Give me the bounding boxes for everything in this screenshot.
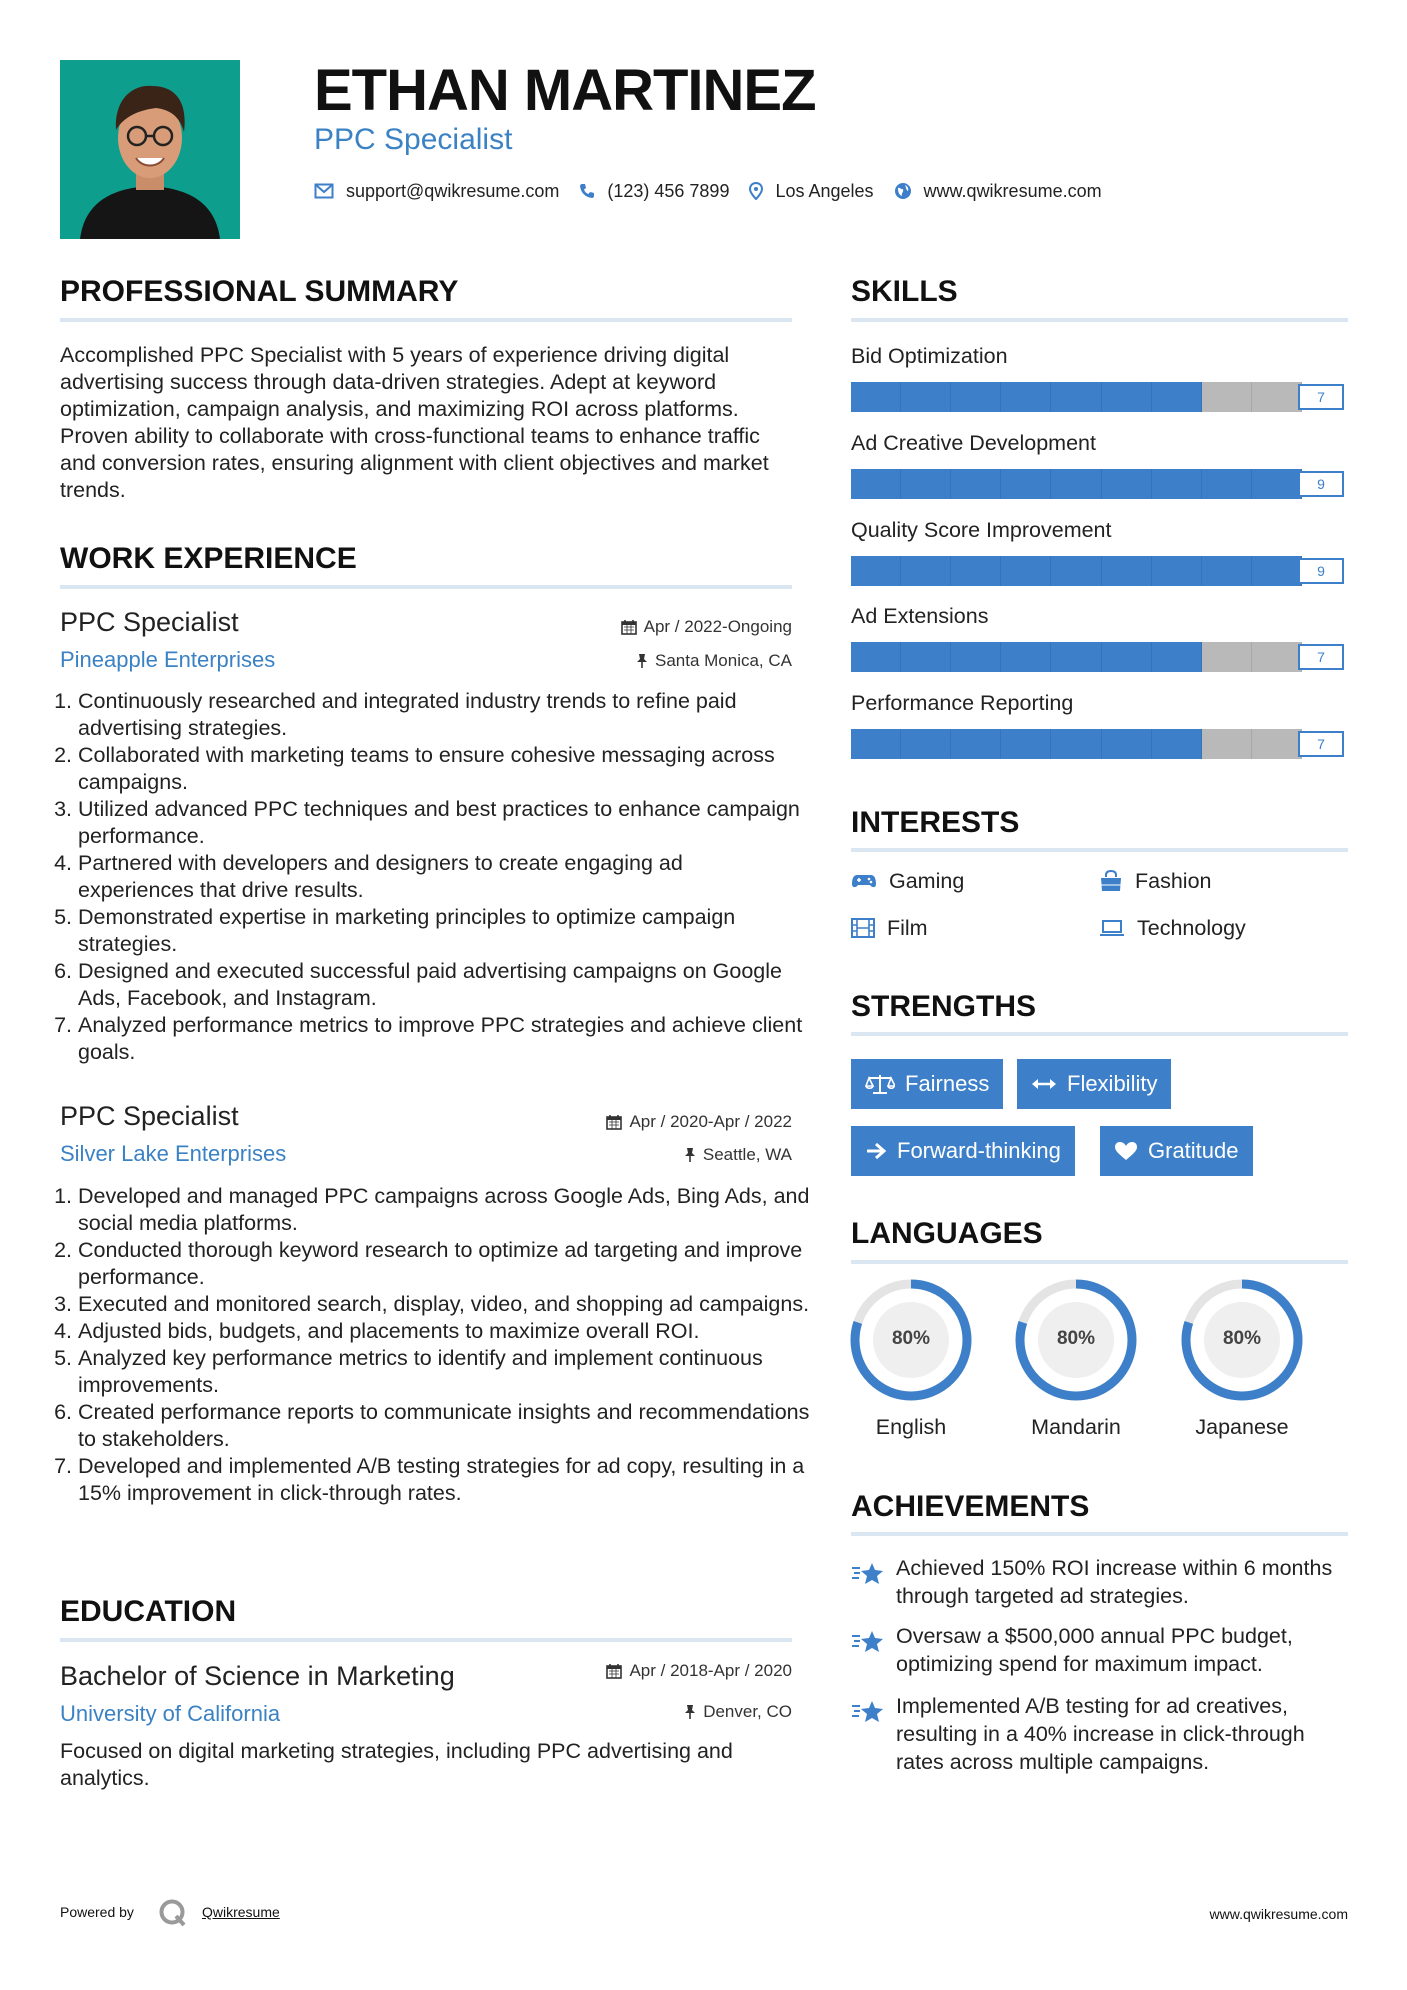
school-name: University of California bbox=[60, 1701, 281, 1726]
experience-divider bbox=[60, 585, 792, 589]
skill-segment-filled bbox=[1152, 729, 1202, 759]
list-item: 1. Continuously researched and integrated industry trends to refine paid advertising strategies. bbox=[78, 688, 804, 742]
strength-tag bbox=[851, 1126, 1075, 1176]
interest-label: Gaming bbox=[889, 869, 965, 893]
skill-segment-filled bbox=[901, 642, 951, 672]
skill-segment-filled bbox=[851, 469, 901, 499]
experience-heading: WORK EXPERIENCE bbox=[60, 542, 357, 575]
job-location bbox=[472, 1144, 792, 1166]
list-item: 4. Partnered with developers and designers to create engaging ad experiences that drive results. bbox=[78, 850, 804, 904]
summary-divider bbox=[60, 318, 792, 322]
skills-heading: SKILLS bbox=[851, 275, 958, 308]
skill-segment-filled bbox=[1202, 556, 1252, 586]
calendar-icon bbox=[621, 619, 637, 635]
skill-level-badge: 7 bbox=[1298, 644, 1344, 670]
interest-label: Fashion bbox=[1135, 869, 1212, 893]
skill-segment-filled bbox=[1252, 556, 1302, 586]
skill-segment-filled bbox=[1001, 642, 1051, 672]
contact-location-text: Los Angeles bbox=[775, 180, 874, 201]
achievement-icon-wrap bbox=[851, 1698, 885, 1731]
achievements-heading: ACHIEVEMENTS bbox=[851, 1490, 1090, 1523]
achievement-text: Oversaw a $500,000 annual PPC budget, optimizing spend for maximum impact. bbox=[896, 1624, 1293, 1676]
skill-segment-filled bbox=[1001, 729, 1051, 759]
skill-label: Ad Creative Development bbox=[851, 431, 1096, 455]
list-item: 1. Developed and managed PPC campaigns across Google Ads, Bing Ads, and social media platforms. bbox=[78, 1183, 818, 1237]
skill-segment-filled bbox=[1152, 382, 1202, 412]
arrow-right-icon bbox=[865, 1142, 887, 1160]
list-item: 6. Created performance reports to communicate insights and recommendations to stakeholders. bbox=[78, 1399, 818, 1453]
gamepad-icon bbox=[851, 872, 877, 890]
skill-segment-filled bbox=[1051, 729, 1101, 759]
skill-segment-filled bbox=[901, 556, 951, 586]
list-item: 4. Adjusted bids, budgets, and placements to maximize overall ROI. bbox=[78, 1318, 818, 1345]
skill-bar bbox=[851, 729, 1348, 759]
job-dates-text: Apr / 2022-Ongoing bbox=[643, 617, 792, 636]
skill-segment-filled bbox=[1051, 642, 1101, 672]
education-description: Focused on digital marketing strategies, including PPC advertising and analytics. bbox=[60, 1739, 733, 1790]
achievements-divider bbox=[851, 1532, 1348, 1536]
skill-segment-filled bbox=[901, 729, 951, 759]
contact-phone[interactable] bbox=[579, 181, 729, 202]
language-name: Japanese bbox=[1195, 1415, 1289, 1439]
qwikresume-link[interactable]: Qwikresume bbox=[202, 1904, 280, 1920]
list-item: 2. Conducted thorough keyword research to optimize ad targeting and improve performance. bbox=[78, 1237, 818, 1291]
skill-segment-empty bbox=[1202, 729, 1252, 759]
skill-segment-filled bbox=[1102, 729, 1152, 759]
footer-website[interactable]: www.qwikresume.com bbox=[1209, 1906, 1348, 1922]
balance-scale-icon bbox=[865, 1073, 895, 1095]
education-location-text: Denver, CO bbox=[703, 1702, 792, 1721]
skill-segment-filled bbox=[1102, 469, 1152, 499]
candidate-title: PPC Specialist bbox=[314, 123, 513, 156]
language-percent: 80% bbox=[1056, 1328, 1096, 1349]
education-divider bbox=[60, 1638, 792, 1642]
skill-segment-filled bbox=[1152, 642, 1202, 672]
skill-segment-empty bbox=[1252, 729, 1302, 759]
skill-segment-filled bbox=[1202, 469, 1252, 499]
skills-divider bbox=[851, 318, 1348, 322]
languages-heading: LANGUAGES bbox=[851, 1217, 1043, 1250]
contact-email[interactable] bbox=[314, 181, 559, 202]
education-dates bbox=[472, 1660, 792, 1682]
film-icon bbox=[851, 918, 875, 938]
skill-segment-filled bbox=[1001, 556, 1051, 586]
list-item: 3. Executed and monitored search, display, video, and shopping ad campaigns. bbox=[78, 1291, 818, 1318]
language-percent: 80% bbox=[1222, 1328, 1262, 1349]
strength-label: Forward-thinking bbox=[897, 1138, 1061, 1163]
skill-segment-filled bbox=[901, 469, 951, 499]
strength-label: Fairness bbox=[905, 1071, 990, 1096]
skill-segment-filled bbox=[1051, 556, 1101, 586]
skill-segment-filled bbox=[951, 556, 1001, 586]
job-bullets bbox=[60, 1183, 818, 1507]
qwikresume-logo bbox=[158, 1898, 188, 1933]
skill-label: Bid Optimization bbox=[851, 344, 1008, 368]
skill-segment-filled bbox=[1102, 556, 1152, 586]
heart-icon bbox=[1114, 1141, 1138, 1161]
skill-segment-filled bbox=[851, 382, 901, 412]
interests-heading: INTERESTS bbox=[851, 806, 1020, 839]
interest-item bbox=[851, 868, 964, 894]
shooting-star-icon bbox=[851, 1628, 885, 1656]
strengths-divider bbox=[851, 1032, 1348, 1036]
job-title: PPC Specialist bbox=[60, 607, 239, 637]
skill-segment-empty bbox=[1202, 382, 1252, 412]
language-name: Mandarin bbox=[1031, 1415, 1121, 1439]
contact-website[interactable] bbox=[894, 181, 1102, 202]
job-dates bbox=[472, 1111, 792, 1133]
list-item: 7. Developed and implemented A/B testing strategies for ad copy, resulting in a 15% improvement in click-through rates. bbox=[78, 1453, 818, 1507]
achievement-icon-wrap bbox=[851, 1560, 885, 1593]
interest-item bbox=[1099, 868, 1212, 894]
envelope-icon bbox=[314, 183, 334, 199]
job-dates-text: Apr / 2020-Apr / 2022 bbox=[629, 1112, 792, 1131]
qwikresume-logo-icon bbox=[158, 1898, 188, 1928]
skill-segment-filled bbox=[851, 729, 901, 759]
list-item: 3. Utilized advanced PPC techniques and best practices to enhance campaign performance. bbox=[78, 796, 804, 850]
language-name: English bbox=[875, 1415, 947, 1439]
degree-title: Bachelor of Science in Marketing bbox=[60, 1661, 455, 1691]
skill-segment-filled bbox=[901, 382, 951, 412]
job-company: Pineapple Enterprises bbox=[60, 647, 276, 672]
contact-email-text: support@qwikresume.com bbox=[346, 180, 560, 201]
skill-segment-filled bbox=[1152, 469, 1202, 499]
interests-divider bbox=[851, 848, 1348, 852]
achievement-text: Implemented A/B testing for ad creatives, resulting in a 40% increase in click-through rates across multiple campaigns. bbox=[896, 1694, 1305, 1774]
job-company: Silver Lake Enterprises bbox=[60, 1141, 287, 1166]
skill-segment-empty bbox=[1252, 382, 1302, 412]
achievement-icon-wrap bbox=[851, 1628, 885, 1661]
summary-heading: PROFESSIONAL SUMMARY bbox=[60, 275, 459, 308]
powered-by-label: Powered by bbox=[60, 1904, 134, 1920]
strengths-heading: STRENGTHS bbox=[851, 990, 1037, 1023]
skill-level-badge: 9 bbox=[1298, 471, 1344, 497]
interest-label: Film bbox=[887, 916, 928, 940]
skill-segment-filled bbox=[1252, 469, 1302, 499]
contact-bar bbox=[314, 176, 1122, 206]
skill-label: Ad Extensions bbox=[851, 604, 989, 628]
skill-label: Quality Score Improvement bbox=[851, 518, 1112, 542]
candidate-name: ETHAN MARTINEZ bbox=[314, 58, 816, 123]
skill-segment-filled bbox=[851, 556, 901, 586]
globe-icon bbox=[894, 182, 912, 200]
list-item: 2. Collaborated with marketing teams to ensure cohesive messaging across campaigns. bbox=[78, 742, 804, 796]
strength-tag bbox=[851, 1059, 1003, 1109]
bag-icon bbox=[1099, 870, 1123, 892]
list-item: 5. Demonstrated expertise in marketing principles to optimize campaign strategies. bbox=[78, 904, 804, 958]
skill-segment-filled bbox=[1051, 469, 1101, 499]
map-marker-icon bbox=[749, 182, 763, 200]
pushpin-icon bbox=[684, 1147, 696, 1163]
list-item: 5. Analyzed key performance metrics to identify and implement continuous improvements. bbox=[78, 1345, 818, 1399]
job-title: PPC Specialist bbox=[60, 1101, 239, 1131]
contact-phone-text: (123) 456 7899 bbox=[607, 180, 730, 201]
strength-label: Gratitude bbox=[1148, 1138, 1239, 1163]
strength-label: Flexibility bbox=[1067, 1071, 1158, 1096]
skill-segment-filled bbox=[1001, 382, 1051, 412]
job-dates bbox=[472, 616, 792, 638]
list-item: 6. Designed and executed successful paid advertising campaigns on Google Ads, Facebook, and Instagram. bbox=[78, 958, 804, 1012]
skill-level-badge: 7 bbox=[1298, 384, 1344, 410]
language-ring bbox=[849, 1278, 973, 1402]
job-location-text: Santa Monica, CA bbox=[654, 651, 792, 670]
skill-bar bbox=[851, 642, 1348, 672]
pushpin-icon bbox=[636, 653, 648, 669]
language-percent: 80% bbox=[891, 1328, 931, 1349]
skill-bar bbox=[851, 556, 1348, 586]
skill-level-badge: 9 bbox=[1298, 558, 1344, 584]
skill-segment-empty bbox=[1252, 642, 1302, 672]
contact-website-text: www.qwikresume.com bbox=[923, 180, 1102, 201]
skill-segment-filled bbox=[1102, 642, 1152, 672]
calendar-icon bbox=[606, 1663, 622, 1679]
skill-segment-empty bbox=[1202, 642, 1252, 672]
skill-segment-filled bbox=[1001, 469, 1051, 499]
skill-segment-filled bbox=[851, 642, 901, 672]
calendar-icon bbox=[606, 1114, 622, 1130]
education-location bbox=[472, 1701, 792, 1723]
pushpin-icon bbox=[684, 1704, 696, 1720]
interest-item bbox=[1099, 915, 1246, 941]
shooting-star-icon bbox=[851, 1560, 885, 1588]
job-location-text: Seattle, WA bbox=[702, 1145, 792, 1164]
interest-label: Technology bbox=[1137, 916, 1246, 940]
summary-text: Accomplished PPC Specialist with 5 years of experience driving digital advertising success through data-driven strategies. Adept at keyword optimization, campaign analysis, and maximizing ROI across platforms. Proven ability to collaborate with cross-functional teams to enhance traffic and conversion rates, ensuring alignment with client objectives and market trends. bbox=[60, 343, 769, 502]
arrows-horizontal-icon bbox=[1031, 1077, 1057, 1091]
language-ring bbox=[1014, 1278, 1138, 1402]
contact-location bbox=[749, 181, 873, 202]
phone-icon bbox=[579, 183, 595, 199]
shooting-star-icon bbox=[851, 1698, 885, 1726]
strength-tag bbox=[1017, 1059, 1171, 1109]
language-ring bbox=[1180, 1278, 1304, 1402]
education-dates-text: Apr / 2018-Apr / 2020 bbox=[629, 1661, 792, 1680]
skill-level-badge: 7 bbox=[1298, 731, 1344, 757]
skill-bar bbox=[851, 382, 1348, 412]
list-item: 7. Analyzed performance metrics to improve PPC strategies and achieve client goals. bbox=[78, 1012, 804, 1066]
skill-segment-filled bbox=[1051, 382, 1101, 412]
education-heading: EDUCATION bbox=[60, 1595, 237, 1628]
profile-photo bbox=[60, 60, 240, 239]
strength-tag bbox=[1100, 1126, 1253, 1176]
skill-segment-filled bbox=[951, 729, 1001, 759]
skill-segment-filled bbox=[951, 642, 1001, 672]
skill-segment-filled bbox=[1102, 382, 1152, 412]
skill-label: Performance Reporting bbox=[851, 691, 1074, 715]
job-bullets bbox=[60, 688, 804, 1066]
interest-item bbox=[851, 915, 928, 941]
job-location bbox=[472, 650, 792, 672]
achievement-text: Achieved 150% ROI increase within 6 months through targeted ad strategies. bbox=[896, 1556, 1333, 1608]
skill-segment-filled bbox=[951, 382, 1001, 412]
laptop-icon bbox=[1099, 919, 1125, 937]
skill-bar bbox=[851, 469, 1348, 499]
skill-segment-filled bbox=[951, 469, 1001, 499]
skill-segment-filled bbox=[1152, 556, 1202, 586]
languages-divider bbox=[851, 1260, 1348, 1264]
